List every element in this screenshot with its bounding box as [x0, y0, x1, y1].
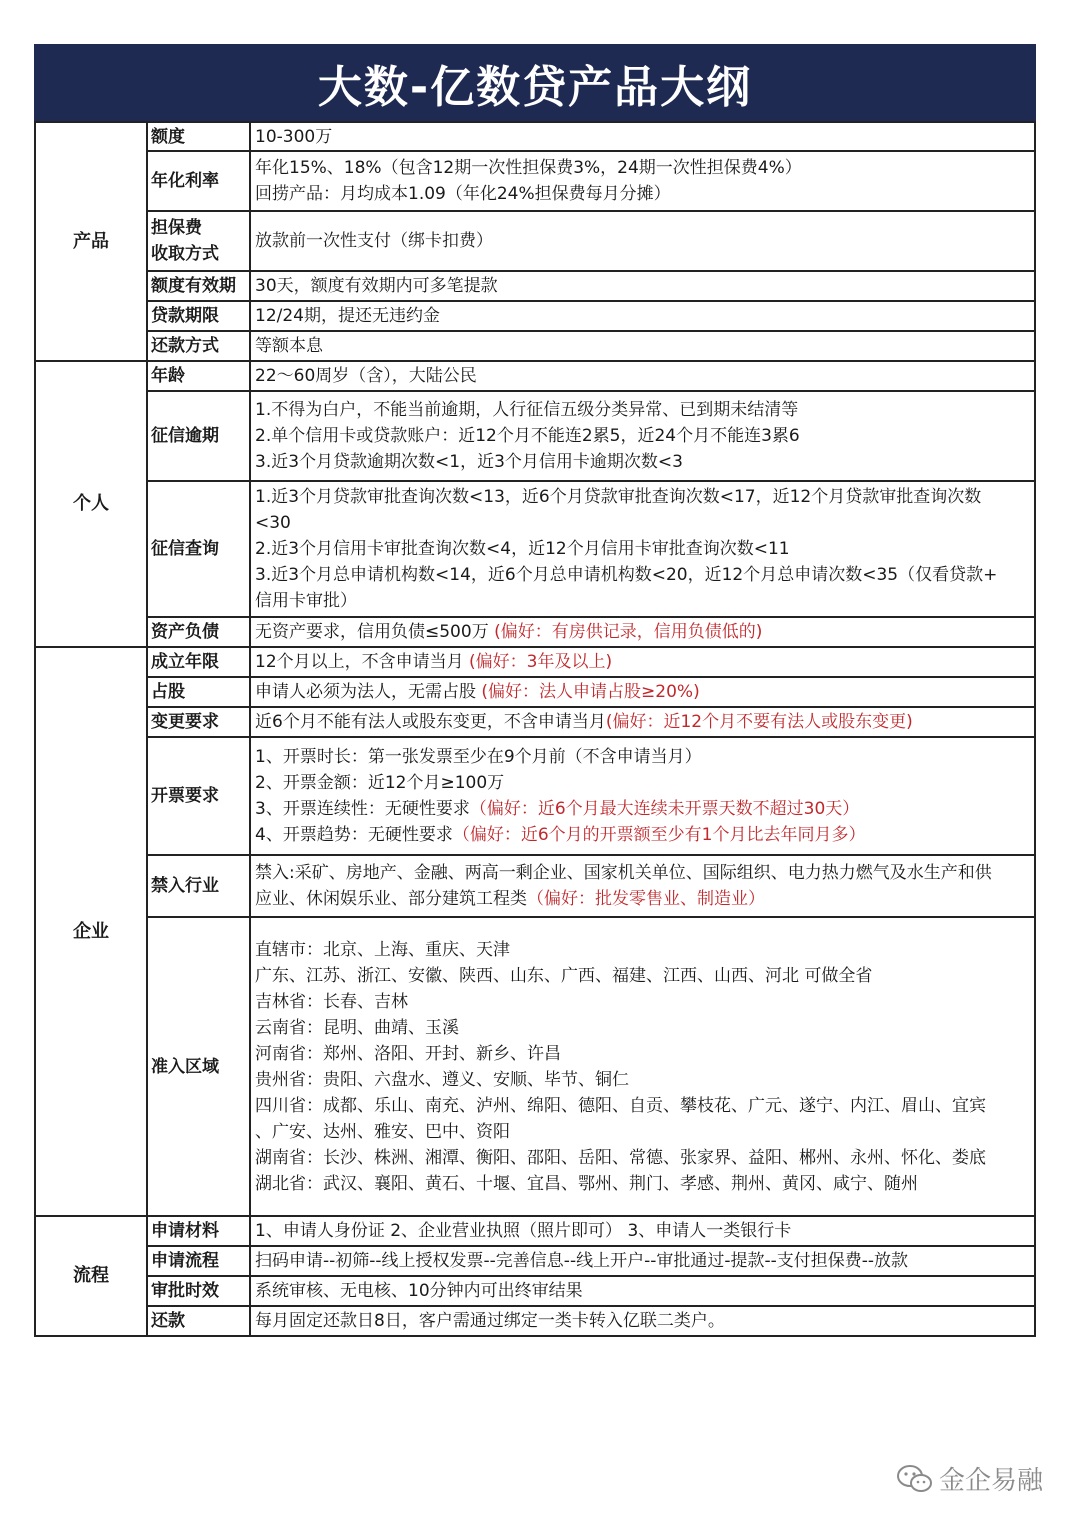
table-row	[35, 1306, 1035, 1336]
row-label: 申请材料	[147, 1216, 250, 1246]
table-row	[35, 917, 1035, 1216]
watermark-text: 金企易融	[939, 1466, 1044, 1496]
row-label: 贷款期限	[147, 301, 250, 331]
table-row	[35, 1216, 1035, 1246]
row-label: 年化利率	[147, 151, 250, 211]
table-row	[35, 151, 1035, 211]
table-row	[35, 481, 1035, 617]
row-value: 12/24期，提还无违约金	[250, 301, 1035, 331]
row-value: 等额本息	[250, 331, 1035, 361]
row-label: 禁入行业	[147, 855, 250, 917]
preference-note: (偏好：法人申请占股≥20%)	[481, 682, 700, 702]
row-value: 禁入:采矿、房地产、金融、两高一剩企业、国家机关单位、国际组织、电力热力燃气及水生产和供 应业、休闲娱乐业、部分建筑工程类（偏好：批发零售业、制造业）	[250, 855, 1035, 917]
table-row	[35, 855, 1035, 917]
row-value: 1.近3个月贷款审批查询次数<13，近6个月贷款审批查询次数<17，近12个月贷款审批查询次数 <30 2.近3个月信用卡审批查询次数<4，近12个月信用卡审批查询次数<11 3.近3个月总申请机构数<14，近6个月总申请机构数<20，近12个月总申请次数<35（仅看贷款+ 信用卡审批）	[250, 481, 1035, 617]
section-process: 流程	[35, 1216, 147, 1336]
table-row	[35, 391, 1035, 481]
table-row	[35, 1276, 1035, 1306]
row-label: 额度有效期	[147, 271, 250, 301]
row-label: 资产负债	[147, 617, 250, 647]
row-value: 每月固定还款日8日，客户需通过绑定一类卡转入亿联二类户。	[250, 1306, 1035, 1336]
product-outline-sheet	[34, 44, 1036, 1337]
row-label: 还款	[147, 1306, 250, 1336]
row-value: 近6个月不能有法人或股东变更，不含申请当月(偏好：近12个月不要有法人或股东变更)	[250, 707, 1035, 737]
row-value: 扫码申请--初筛--线上授权发票--完善信息--线上开户--审批通过-提款--支付担保费--放款	[250, 1246, 1035, 1276]
preference-note: （偏好：近6个月最大连续未开票天数不超过30天）	[469, 799, 860, 819]
row-value: 申请人必须为法人，无需占股 (偏好：法人申请占股≥20%)	[250, 677, 1035, 707]
row-label: 占股	[147, 677, 250, 707]
row-label: 担保费 收取方式	[147, 211, 250, 271]
row-label: 成立年限	[147, 647, 250, 677]
preference-note: (偏好：3年及以上)	[469, 652, 613, 672]
row-value: 22～60周岁（含），大陆公民	[250, 361, 1035, 391]
row-label: 征信查询	[147, 481, 250, 617]
preference-note: (偏好：近12个月不要有法人或股东变更)	[605, 712, 913, 732]
section-enterprise: 企业	[35, 647, 147, 1216]
table-row	[35, 617, 1035, 647]
row-value: 年化15%、18%（包含12期一次性担保费3%，24期一次性担保费4%） 回捞产品：月均成本1.09（年化24%担保费每月分摊）	[250, 151, 1035, 211]
row-label: 变更要求	[147, 707, 250, 737]
table-row	[35, 677, 1035, 707]
table-row	[35, 271, 1035, 301]
row-label: 审批时效	[147, 1276, 250, 1306]
row-label: 申请流程	[147, 1246, 250, 1276]
table-row	[35, 331, 1035, 361]
row-value: 1、申请人身份证 2、企业营业执照（照片即可） 3、申请人一类银行卡	[250, 1216, 1035, 1246]
wechat-icon	[895, 1463, 935, 1495]
row-value: 30天，额度有效期内可多笔提款	[250, 271, 1035, 301]
row-value: 10-300万	[250, 122, 1035, 151]
table-row	[35, 707, 1035, 737]
table-row	[35, 647, 1035, 677]
row-label: 准入区域	[147, 917, 250, 1216]
table-row	[35, 361, 1035, 391]
row-value: 放款前一次性支付（绑卡扣费）	[250, 211, 1035, 271]
watermark	[895, 1460, 1043, 1497]
table-row	[35, 211, 1035, 271]
preference-note: （偏好：近6个月的开票额至少有1个月比去年同月多）	[452, 825, 866, 845]
row-value: 12个月以上，不含申请当月 (偏好：3年及以上)	[250, 647, 1035, 677]
row-value: 系统审核、无电核、10分钟内可出终审结果	[250, 1276, 1035, 1306]
section-personal: 个人	[35, 361, 147, 647]
row-label: 还款方式	[147, 331, 250, 361]
table-row	[35, 1246, 1035, 1276]
preference-note: （偏好：批发零售业、制造业）	[527, 889, 765, 909]
row-label: 征信逾期	[147, 391, 250, 481]
table-row	[35, 301, 1035, 331]
row-label: 开票要求	[147, 737, 250, 855]
page-title: 大数-亿数贷产品大纲	[34, 44, 1036, 121]
table-row	[35, 737, 1035, 855]
section-product: 产品	[35, 122, 147, 361]
row-label: 年龄	[147, 361, 250, 391]
row-value: 1、开票时长：第一张发票至少在9个月前（不含申请当月） 2、开票金额：近12个月≥100万 3、开票连续性：无硬性要求（偏好：近6个月最大连续未开票天数不超过30天） 4、开票趋势：无硬性要求（偏好：近6个月的开票额至少有1个月比去年同月多）	[250, 737, 1035, 855]
preference-note: (偏好：有房供记录，信用负债低的)	[494, 622, 763, 642]
row-label: 额度	[147, 122, 250, 151]
outline-table	[34, 121, 1036, 1337]
table-row	[35, 122, 1035, 151]
row-value: 无资产要求，信用负债≤500万 (偏好：有房供记录，信用负债低的)	[250, 617, 1035, 647]
row-value: 直辖市：北京、上海、重庆、天津 广东、江苏、浙江、安徽、陕西、山东、广西、福建、江西、山西、河北 可做全省 吉林省：长春、吉林 云南省：昆明、曲靖、玉溪 河南省：郑州、洛阳、开封、新乡、许昌 贵州省：贵阳、六盘水、遵义、安顺、毕节、铜仁 四川省：成都、乐山、南充、泸州、绵阳、德阳、自贡、攀枝花、广元、遂宁、内江、眉山、宜宾 、广安、达州、雅安、巴中、资阳 湖南省：长沙、株洲、湘潭、衡阳、邵阳、岳阳、常德、张家界、益阳、郴州、永州、怀化、娄底 湖北省：武汉、襄阳、黄石、十堰、宜昌、鄂州、荆门、孝感、荆州、黄冈、咸宁、随州	[250, 917, 1035, 1216]
row-value: 1.不得为白户，不能当前逾期，人行征信五级分类异常、已到期未结清等 2.单个信用卡或贷款账户：近12个月不能连2累5，近24个月不能连3累6 3.近3个月贷款逾期次数<1，近3个月信用卡逾期次数<3	[250, 391, 1035, 481]
